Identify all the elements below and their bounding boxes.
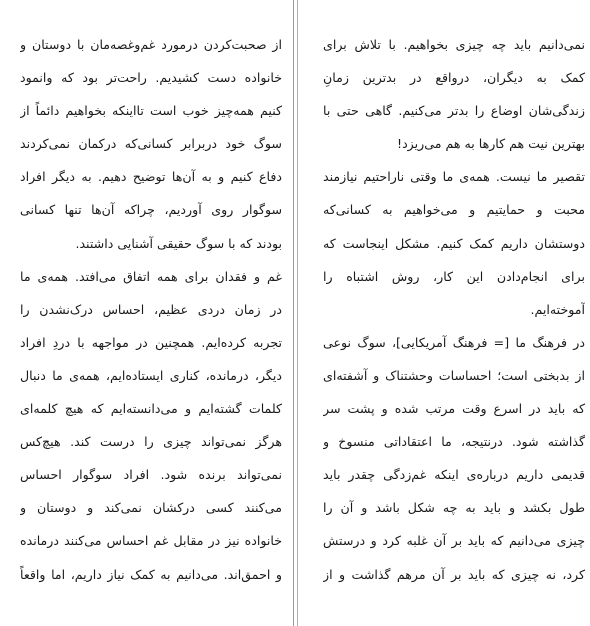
text-line: زندگی‌شان اوضاع را بدتر می‌کنیم. گاهی حتی با (323, 103, 585, 119)
right-page-text (323, 28, 585, 591)
text-line: غم و فقدان برای همه اتفاق می‌افتد. همه‌ی ما (20, 268, 282, 284)
text-line: که باید در اسرع وقت مرتب شده و پشت سر (323, 401, 585, 417)
text-line: سوگوار روی آوردیم، چراکه آن‌ها تنها کسانی (20, 202, 282, 218)
text-line: از صحبت‌کردن درمورد غم‌وغصه‌مان با دوستان و (20, 37, 282, 52)
text-line: بودند که با سوگ حقیقی آشنایی داشتند. (75, 235, 282, 251)
text-line: دیگر، درمانده، کناری ایستاده‌ایم، همه‌ی ما دنبال (20, 367, 282, 383)
text-line: بهترین نیت هم کارها به هم می‌ریزد! (397, 136, 585, 152)
page-gutter-divider (293, 0, 294, 626)
left-page-text (20, 28, 282, 591)
text-line: کلمات گشته‌ایم و می‌دانسته‌ایم که هیچ کلمه‌ای (20, 401, 282, 417)
text-line: می‌کنند کسی درکشان نمی‌کند و دوستان و (20, 500, 282, 516)
text-line: خانواده دست کشیدیم. راحت‌تر بود که وانمود (20, 70, 282, 86)
text-line: آموخته‌ایم. (530, 301, 585, 317)
text-line: از بدبختی است؛ احساسات وحشتناک و آشفته‌ای (323, 367, 585, 383)
text-line: کمک به دیگران، درواقع در بدترین زمانِ (323, 70, 585, 86)
text-line: محبت و حمایتیم و می‌خواهیم به کسانی‌که (323, 202, 585, 218)
text-line: کنیم همه‌چیز خوب است تااینکه بخواهیم دائماً از (20, 103, 282, 119)
text-line: در زمان دردی عظیم، احساس درک‌نشدن را (20, 301, 282, 317)
text-line: تجربه کرده‌ایم. همچنین در مواجهه با دردِ افراد (20, 334, 282, 350)
text-line: کرد، نه چیزی که باید بر آن مرهم گذاشت و از (323, 566, 585, 582)
text-line: هرگز نمی‌تواند چیزی را درست کند. هیچ‌کس (20, 434, 282, 450)
text-line: نمی‌تواند برنده شود. افراد سوگوار احساس (20, 467, 282, 483)
text-line: نمی‌دانیم باید چه چیزی بخواهیم. با تلاش برای (323, 37, 585, 52)
text-line: و احمق‌اند. می‌دانیم به کمک نیاز داریم، اما واقعاً (20, 566, 282, 582)
text-line: گذاشته شود. درنتیجه، ما اعتقاداتی منسوخ و (323, 434, 585, 450)
text-line: قدیمی داریم درباره‌ی اینکه غم‌زدگی چقدر باید (323, 467, 585, 483)
text-line: دفاع کنیم و به آن‌ها توضیح دهیم. به دیگر افراد (20, 169, 282, 185)
right-page (295, 0, 590, 626)
text-line: چیزی می‌دانیم که باید بر آن غلبه کرد و درستش (323, 533, 585, 549)
text-line: دوستشان داریم کمک کنیم. مشکل اینجاست که (323, 235, 585, 251)
text-line: در فرهنگ ما [= فرهنگ آمریکایی]، سوگ نوعی (323, 334, 585, 350)
text-line: برای انجام‌دادن این کار، روش اشتباه را (323, 268, 585, 284)
text-line: سوگ خود دربرابر کسانی‌که درکمان نمی‌کردند (20, 136, 282, 152)
text-line: خانواده نیز در مقابل غم احساس می‌کنند درمانده (20, 533, 282, 549)
text-line: تقصیر ما نیست. همه‌ی ما وقتی ناراحتیم نیازمند (323, 169, 585, 185)
text-line: طول بکشد و باید به چه شکل باشد و آن را (323, 500, 585, 516)
